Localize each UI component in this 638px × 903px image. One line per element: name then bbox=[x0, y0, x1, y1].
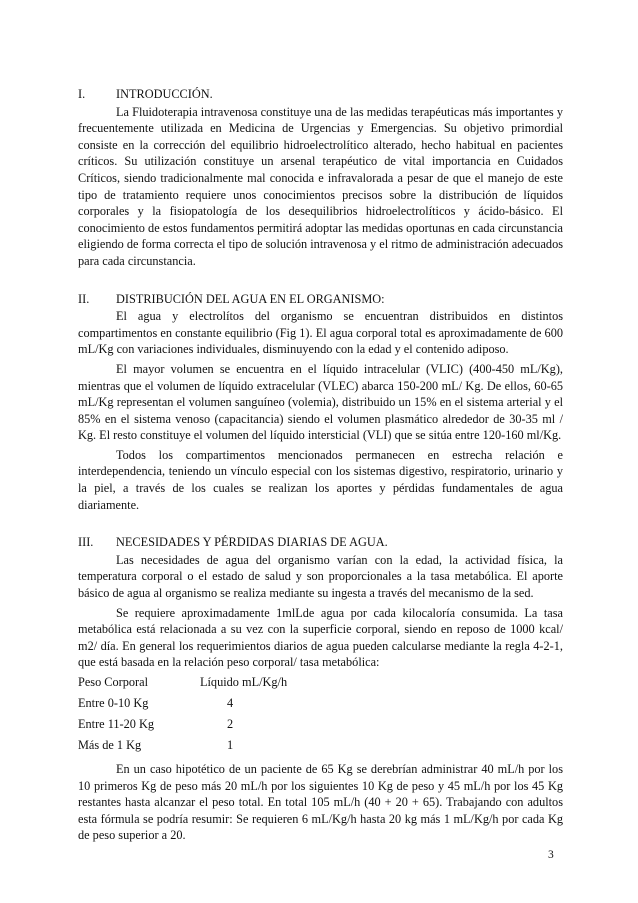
section-number: I. bbox=[78, 87, 86, 101]
table-cell: Entre 11-20 Kg bbox=[78, 717, 155, 731]
paragraph: Todos los compartimentos mencionados permanecen en estrecha relación e interdependencia, teniendo un vínculo especial con los sistemas digestivo, respiratorio, urinario y la piel, a través de los cuales se realizan los aportes y pérdidas fundamentales de agua diariamente. bbox=[78, 447, 563, 512]
section-title: NECESIDADES Y PÉRDIDAS DIARIAS DE AGUA. bbox=[116, 535, 388, 550]
page-content bbox=[78, 86, 563, 847]
table-cell: Más de 1 Kg bbox=[78, 738, 142, 752]
paragraph: Se requiere aproximadamente 1mlLde agua por cada kilocaloría consumida. La tasa metabólica está relacionada a su vez con la superficie corporal, siendo en reposo de 1000 kcal/ m2/ día. En general los requerimientos diarios de agua pueden calcularse mediante la regla 4-2-1, que está basada en la relación peso corporal/ tasa metabólica: bbox=[78, 605, 563, 670]
table-cell: 2 bbox=[227, 717, 234, 731]
section-title: INTRODUCCIÓN. bbox=[116, 87, 213, 101]
page-number: 3 bbox=[548, 849, 554, 861]
table-cell: 4 bbox=[227, 696, 234, 710]
table-row bbox=[78, 716, 287, 737]
section-spacer bbox=[78, 516, 563, 534]
table-cell: Entre 0-10 Kg bbox=[78, 696, 149, 710]
section-title: DISTRIBUCIÓN DEL AGUA EN EL ORGANISMO: bbox=[116, 291, 385, 306]
section-heading-distribucion bbox=[78, 291, 563, 308]
table-row bbox=[78, 695, 287, 716]
table-header-row bbox=[78, 674, 287, 695]
paragraph: Las necesidades de agua del organismo varían con la edad, la actividad física, la temperatura corporal o el estado de salud y son proporcionales a la tasa metabólica. El aporte básico de agua al organismo se realiza mediante su ingesta a través del mecanismo de la sed. bbox=[78, 552, 563, 601]
paragraph: El agua y electrolítos del organismo se encuentran distribuidos en distintos compartimentos en constante equilibrio (Fig 1). El agua corporal total es aproximadamente de 600 mL/Kg con variaciones individuales, disminuyendo con la edad y el contenido adiposo. bbox=[78, 309, 563, 357]
table-cell: 1 bbox=[227, 738, 234, 752]
section-heading-introduccion bbox=[78, 86, 563, 103]
table-header-cell: Peso Corporal bbox=[78, 675, 149, 689]
table-header-cell: Líquido mL/Kg/h bbox=[200, 675, 288, 689]
fluid-rule-table bbox=[78, 674, 287, 758]
table-row bbox=[78, 737, 287, 758]
paragraph: El mayor volumen se encuentra en el líquido intracelular (VLIC) (400-450 mL/Kg), mientras que el volumen de líquido extracelular (VLEC) abarca 150-200 mL/ Kg. De ellos, 60-65 mL/Kg representan el volumen sanguíneo (volemia), distribuido un 15% en el sistema arterial y el 85% en el sistema venoso (capacitancia) siendo el volumen plasmático alrededor de 30-35 ml / Kg. El resto constituye el volumen del líquido intersticial (VLI) que se sitúa entre 120-160 ml/Kg. bbox=[78, 361, 563, 443]
section-spacer bbox=[78, 273, 563, 291]
paragraph: En un caso hipotético de un paciente de 65 Kg se derebrían administrar 40 mL/h por los 10 primeros Kg de peso más 20 mL/h por los siguientes 10 Kg de peso y 45 mL/h por los 45 Kg restantes hasta alcanzar el peso total. En total 105 mL/h (40 + 20 + 65). Trabajando con adultos esta fórmula se podría resumir: Se requieren 6 mL/Kg/h hasta 20 kg más 1 mL/Kg/h por cada Kg de peso superior a 20. bbox=[78, 762, 563, 843]
section-heading-necesidades bbox=[78, 534, 563, 551]
section-number: III. bbox=[78, 535, 94, 550]
section-number: II. bbox=[78, 291, 90, 306]
paragraph: La Fluidoterapia intravenosa constituye una de las medidas terapéuticas más importantes y frecuentemente utilizada en Medicina de Urgencias y Emergencias. Su objetivo primordial consiste en la corrección del equilibrio hidroelectrolítico alterado, hecho habitual en pacientes críticos. Su utilización constituye un arsenal terapéutico de vital importancia en Cuidados Críticos, siendo tradicionalmente mal conocida e infravalorada a pesar de que el manejo de este tipo de tratamiento requiere unos conocimientos precisos sobre la distribución de líquidos corporales y la fisiopatología de los desequilibrios hidroelectrolíticos y ácido-básico. El conocimiento de estos fundamentos permitirá adoptar las medidas oportunas en cada circunstancia eligiendo de forma correcta el tipo de solución intravenosa y el ritmo de administración adecuados para cada circunstancia. bbox=[78, 104, 563, 268]
